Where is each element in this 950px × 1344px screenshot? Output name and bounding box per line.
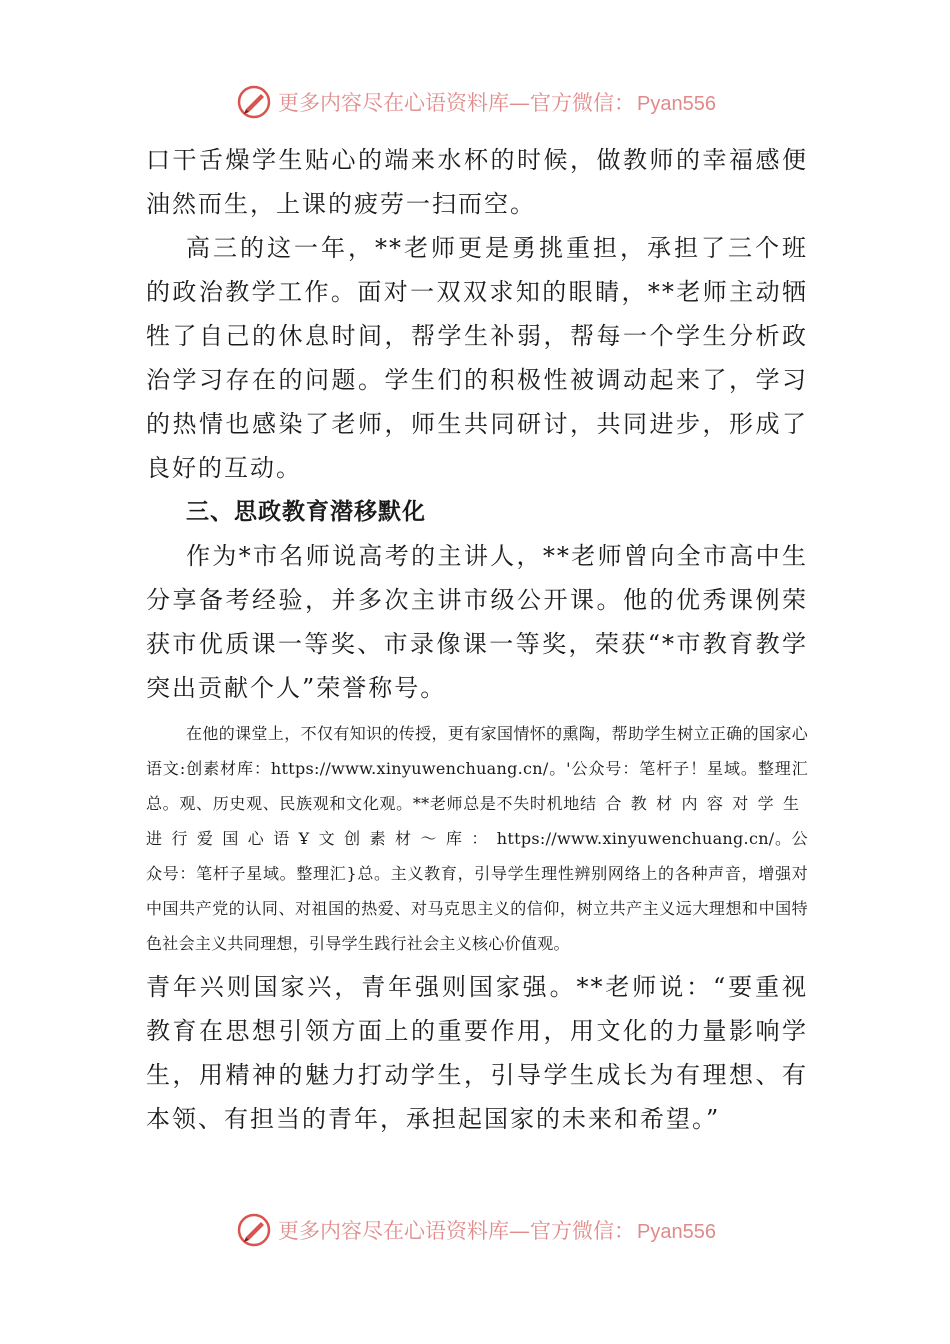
pen-logo-icon — [234, 1210, 274, 1250]
banner-wechat-id: Pyan556 — [637, 93, 716, 115]
header-banner — [0, 80, 950, 124]
paragraph-2: 高三的这一年，**老师更是勇挑重担，承担了三个班的政治教学工作。面对一双双求知的眼睛，**老师主动牺牲了自己的休息时间，帮学生补弱，帮每一个学生分析政治学习存在的问题。学生们的积极性被调动起来了，学习的热情也感染了老师，师生共同研讨，共同进步，形成了良好的互动。 — [146, 234, 808, 482]
paragraph-4-part-c: https://www.xinyuwenchuang.cn/。公众号：笔杆子星域。整理汇}总。主义教育，引导学生理性辨别网络上的各种声音，增强对中国共产党的认同、对祖国的热爱、对马克思主义的信仰，树立共产主义远大理想和中国特色社会主义共同理想，引导学生践行社会主义核心价值观。 — [146, 829, 808, 953]
paragraph-4-part-a: 在他的课堂上，不仅有知识的传授，更有家国情怀的熏陶，帮助学生树立正确的国家心语文:创素材库：https://www.xinyuwenchuang.cn/。'公众号：笔杆子！星域。整理汇总。观、历史观、民族观和文化观。**老师总是不失时机地 — [146, 724, 808, 813]
paragraph-3: 作为*市名师说高考的主讲人，**老师曾向全市高中生分享备考经验，并多次主讲市级公开课。他的优秀课例荣获市优质课一等奖、市录像课一等奖，荣获“*市教育教学突出贡献个人”荣誉称号。 — [146, 542, 808, 702]
paragraph-4-part-b: 结合教材内容对学生进行爱国心语Ұ文创素材～库： — [146, 794, 808, 848]
paragraph-5: 青年兴则国家兴，青年强则国家强。**老师说：“要重视教育在思想引领方面上的重要作用，用文化的力量影响学生，用精神的魅力打动学生，引导学生成长为有理想、有本领、有担当的青年，承担起国家的未来和希望。” — [146, 973, 808, 1133]
banner-wechat-id: Pyan556 — [637, 1221, 716, 1243]
banner-text — [278, 87, 716, 117]
footer-banner — [0, 1208, 950, 1252]
banner-slogan: 更多内容尽在心语资料库—官方微信： — [278, 91, 636, 115]
document-body — [146, 138, 808, 1141]
banner-text — [278, 1215, 716, 1245]
section-heading-3: 三、思政教育潜移默化 — [186, 499, 426, 525]
pen-logo-icon — [234, 82, 274, 122]
paragraph-1: 口干舌燥学生贴心的端来水杯的时候，做教师的幸福感便油然而生，上课的疲劳一扫而空。 — [146, 146, 808, 218]
paragraph-4 — [146, 716, 808, 961]
banner-slogan: 更多内容尽在心语资料库—官方微信： — [278, 1219, 636, 1243]
